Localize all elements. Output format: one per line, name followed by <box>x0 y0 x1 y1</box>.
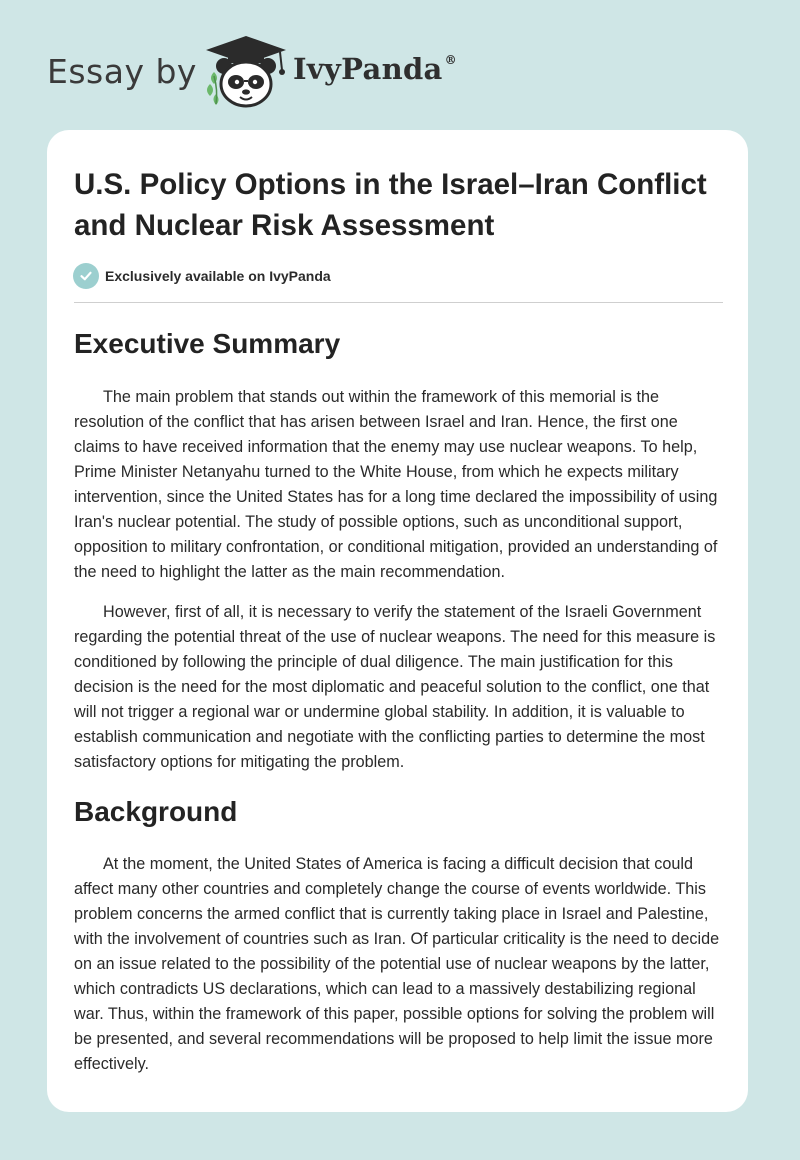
paragraph: The main problem that stands out within the framework of this memorial is the resolution of the conflict that has arisen between Israel and Iran. Hence, the first one claims to have received information that the enemy may use nuclear weapons. To help, Prime Minister Netanyahu turned to the White House, from which he expects military intervention, since the United States has for a long time declared the impossibility of using Iran's nuclear potential. The study of possible options, such as unconditional support, opposition to military confrontation, or conditional mitigation, provided an understanding of the need to highlight the latter as the main recommendation. <box>74 388 718 581</box>
essay-by-label: Essay by <box>47 52 197 91</box>
section-heading-background: Background <box>74 796 238 827</box>
divider <box>74 302 723 303</box>
brand-text: IvyPanda <box>293 52 443 86</box>
brand-name[interactable] <box>293 52 457 86</box>
exclusive-badge <box>73 263 331 289</box>
registered-mark: ® <box>444 53 457 67</box>
essay-card <box>47 130 748 1112</box>
check-icon <box>73 263 99 289</box>
paragraph: At the moment, the United States of America is facing a difficult decision that could affect many other countries and completely change the course of events worldwide. This problem concerns the armed conflict that is currently taking place in Israel and Palestine, with the involvement of countries such as Iran. Of particular criticality is the need to decide on an issue related to the possibility of the potential use of nuclear weapons by the latter, which contradicts US declarations, which can lead to a massively destabilizing regional war. Thus, within the framework of this paper, possible options for solving the problem will be presented, and several recommendations will be proposed to help limit the issue more effectively. <box>74 855 720 1073</box>
section-heading-executive-summary: Executive Summary <box>74 328 341 359</box>
page-title: U.S. Policy Options in the Israel–Iran Conflict and Nuclear Risk Assessment <box>74 168 707 242</box>
paragraph: However, first of all, it is necessary to verify the statement of the Israeli Government regarding the potential threat of the use of nuclear weapons. The need for this measure is conditioned by following the principle of dual diligence. The main justification for this decision is the need for the most diplomatic and peaceful solution to the conflict, one that will not trigger a regional war or undermine global stability. In addition, it is valuable to establish communication and negotiate with the conflicting parties to determine the most satisfactory options for mitigating the problem. <box>74 603 716 771</box>
panda-graduation-cap-icon[interactable] <box>200 32 292 112</box>
exclusive-label: Exclusively available on IvyPanda <box>105 268 331 284</box>
site-header <box>0 0 800 130</box>
